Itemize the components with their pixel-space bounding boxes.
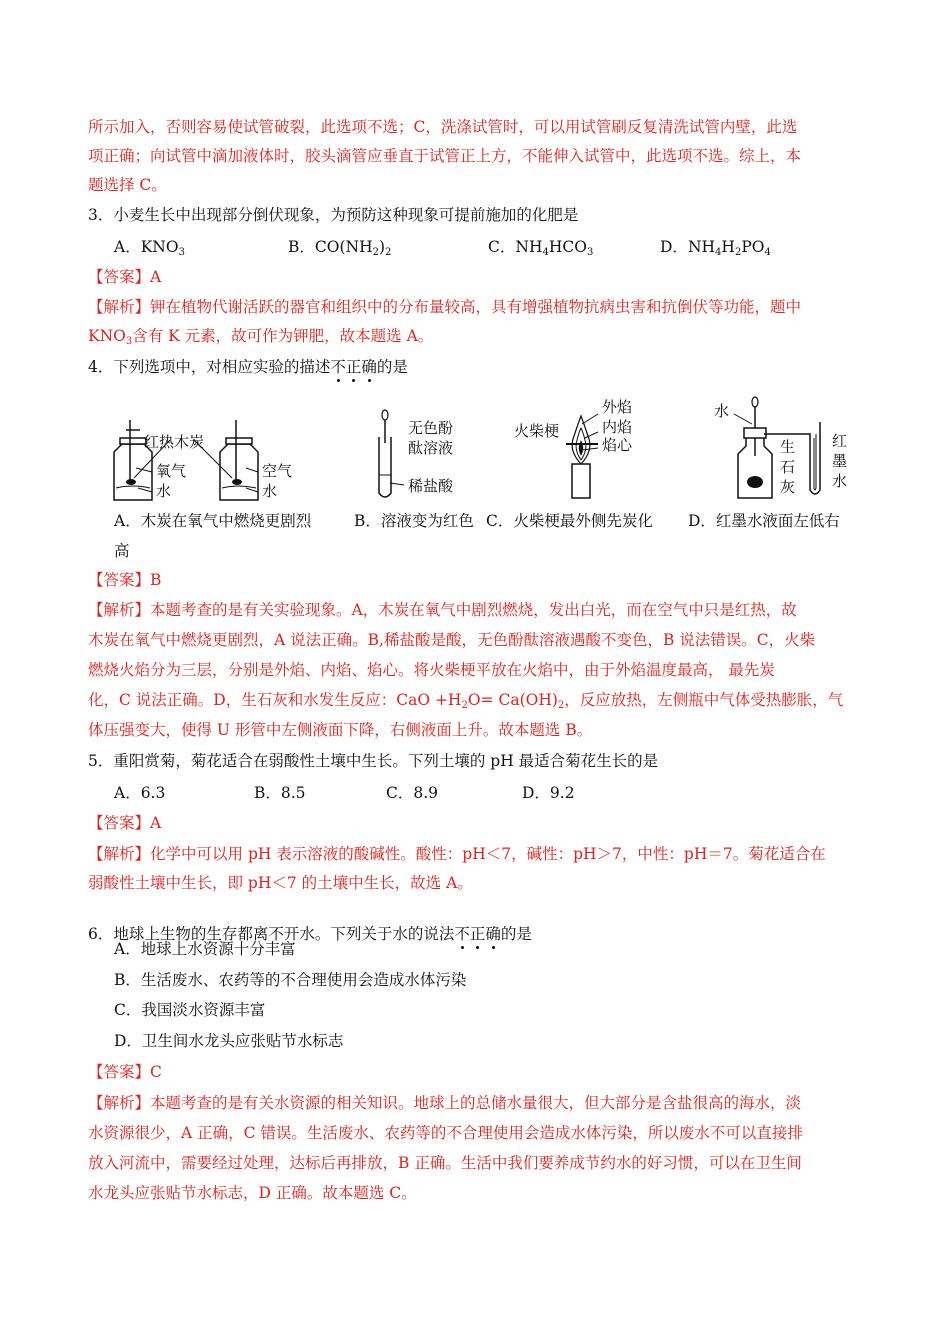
fig-d-label-water: 水 <box>714 402 730 420</box>
q6-stem: 6．地球上生物的生存都离不开水。下列关于水的说法不正确的是 <box>88 925 532 943</box>
q4-option-d-cont: 高 <box>114 542 130 560</box>
q5-explanation-line-2: 弱酸性土壤中生长，即 pH＜7 的土壤中生长，故选 A。 <box>88 874 473 892</box>
q5-option-b: B．8.5 <box>254 784 306 802</box>
q4-explanation-line-2: 木炭在氧气中燃烧更剧烈，A 说法正确。B,稀盐酸是酸，无色酚酞溶液遇酸不变色，B 说法错误。C，火柴 <box>88 631 816 649</box>
q4-option-a: A．木炭在氧气中燃烧更剧烈 <box>114 512 312 530</box>
fig-d-label-red-ink-1: 红 <box>832 432 848 450</box>
q3-option-b: B．$CO(NH_2)_2$ <box>288 238 392 258</box>
q4-explanation-line-4: 化，C 说法正确。D，生石灰和水发生反应：CaO $+H_2O= Ca(OH)_2$，反应放热，左侧瓶中气体受热膨胀，气 <box>88 691 844 711</box>
q6-explanation-line-3: 放入河流中，需要经过处理，达标后再排放，B 正确。生活中我们要养成节约水的好习惯，可以在卫生间 <box>88 1154 802 1172</box>
q6-explanation-line-1: 【解析】本题考查的是有关水资源的相关知识。地球上的总储水量很大，但大部分是含盐很高的海水，淡 <box>88 1094 802 1112</box>
fig-d-label-red-ink-3: 水 <box>832 472 848 490</box>
prev-explanation-line-2: 项正确；向试管中滴加液体时，胶头滴管应垂直于试管正上方，不能伸入试管中，此选项不选。综上，本 <box>88 147 802 165</box>
q4-explanation-line-5: 体压强变大，使得 U 形管中左侧液面下降，右侧液面上升。故本题选 B。 <box>88 721 593 739</box>
fig-c-label-flame-core: 焰心 <box>602 436 633 454</box>
fig-a-label-air: 空气 <box>262 462 293 480</box>
fig-c-label-matchstick: 火柴梗 <box>514 422 560 440</box>
q5-answer: 【答案】A <box>88 814 162 832</box>
fig-c-label-outer-flame: 外焰 <box>602 398 633 416</box>
figure-a-charcoal-jars <box>108 400 308 509</box>
q5-stem: 5．重阳赏菊，菊花适合在弱酸性土壤中生长。下列土壤的 pH 最适合菊花生长的是 <box>88 752 659 770</box>
q4-option-d: D．红墨水液面左低右 <box>688 512 840 530</box>
q6-option-d: D．卫生间水龙头应张贴节水标志 <box>114 1032 344 1050</box>
figure-b-test-tube <box>376 405 476 509</box>
fig-a-label-oxygen: 氧气 <box>156 462 187 480</box>
q3-explanation-line-1: 【解析】钾在植物代谢活跃的器官和组织中的分布量较高，具有增强植物抗病虫害和抗倒伏等功能，题中 <box>88 298 802 316</box>
fig-a-label-charcoal: 红热木炭 <box>144 433 205 451</box>
fig-b-label-phenol-2: 酞溶液 <box>408 439 454 457</box>
fig-c-label-inner-flame: 内焰 <box>602 418 633 436</box>
q3-option-a: A．$KNO_3$ <box>114 238 185 258</box>
q4-answer: 【答案】B <box>88 571 162 589</box>
prev-explanation-line-1: 所示加入，否则容易使试管破裂，此选项不选；C，洗涤试管时，可以用试管刷反复清洗试管内壁，此选 <box>88 118 798 136</box>
figure-c-candle-flame <box>516 392 666 508</box>
q3-explanation-line-2: $KNO_3$含有 K 元素，故可作为钾肥，故本题选 A。 <box>88 327 434 347</box>
q4-option-c: C．火柴梗最外侧先炭化 <box>486 512 653 530</box>
fig-a-label-water-right: 水 <box>262 482 278 500</box>
q3-stem: 3．小麦生长中出现部分倒伏现象，为预防这种现象可提前施加的化肥是 <box>88 206 579 224</box>
q6-option-a: A．地球上水资源十分丰富 <box>114 940 296 958</box>
q5-explanation-line-1: 【解析】化学中可以用 pH 表示溶液的酸碱性。酸性：pH＜7，碱性：pH＞7，中性：pH＝7。菊花适合在 <box>88 845 826 863</box>
fig-a-label-water-left: 水 <box>156 482 172 500</box>
q4-option-b: B．溶液变为红色 <box>354 512 474 530</box>
document-page <box>88 0 868 1202</box>
q6-option-c: C．我国淡水资源丰富 <box>114 1001 266 1019</box>
fig-d-label-red-ink-2: 墨 <box>832 452 848 470</box>
q3-answer: 【答案】A <box>88 268 162 286</box>
q5-option-d: D．9.2 <box>522 784 575 802</box>
fig-d-label-quicklime-2: 石 <box>780 458 796 476</box>
q5-option-a: A．6.3 <box>114 784 166 802</box>
q4-stem: 4．下列选项中，对相应实验的描述不正确的是 <box>88 358 408 376</box>
q6-option-b: B．生活废水、农药等的不合理使用会造成水体污染 <box>114 971 467 989</box>
fig-b-label-hcl: 稀盐酸 <box>408 477 454 495</box>
q3-option-c: C．$NH_4HCO_3$ <box>488 238 594 258</box>
fig-d-label-quicklime-3: 灰 <box>780 478 796 496</box>
figure-d-quicklime-utube <box>714 398 870 508</box>
q3-option-d: D．$NH_4H_2PO_4$ <box>660 238 771 258</box>
q4-explanation-line-3: 燃烧火焰分为三层，分别是外焰、内焰、焰心。将火柴梗平放在火焰中，由于外焰温度最高， 最先炭 <box>88 661 775 679</box>
prev-explanation-line-3: 题选择 C。 <box>88 176 167 194</box>
q4-explanation-line-1: 【解析】本题考查的是有关实验现象。A，木炭在氧气中剧烈燃烧，发出白光，而在空气中只是红热，故 <box>88 601 797 619</box>
q5-option-c: C．8.9 <box>386 784 439 802</box>
q6-explanation-line-4: 水龙头应张贴节水标志，D 正确。故本题选 C。 <box>88 1184 417 1202</box>
fig-b-label-phenol-1: 无色酚 <box>408 419 454 437</box>
q6-explanation-line-2: 水资源很少，A 正确，C 错误。生活废水、农药等的不合理使用会造成水体污染，所以废水不可以直接排 <box>88 1124 803 1142</box>
fig-d-label-quicklime-1: 生 <box>780 438 796 456</box>
q6-answer: 【答案】C <box>88 1063 162 1081</box>
